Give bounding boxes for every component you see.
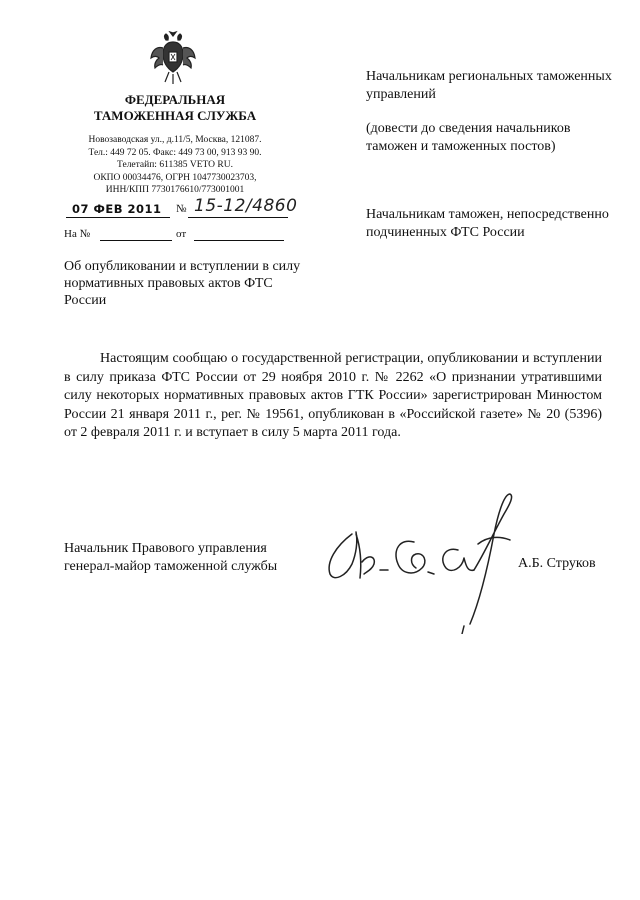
recipient-group-1: Начальникам региональных таможенных управлений	[366, 69, 612, 102]
date-underline	[66, 217, 170, 218]
signatory-name: А.Б. Струков	[518, 556, 596, 571]
letter-body	[64, 350, 602, 443]
registration-number: 15-12/4860	[194, 196, 298, 216]
body-paragraph: Настоящим сообщаю о государственной регистрации, опубликовании и вступлении в силу приказа ФТС России от 29 ноября 2010 г. № 2262 «О признании утратившими силу некоторых нормативных правовых актов ГТК России» зарегистрирован Минюстом России 21 января 2011 г., рег. № 19561, опубликован в «Российской газете» № 20 (5396) от 2 февраля 2011 г. и вступает в силу 5 марта 2011 года.	[64, 351, 602, 440]
sender-teletype: Телетайп: 611385 VETO RU.	[117, 160, 233, 170]
sender-okpo-ogrn: ОКПО 00034476, ОГРН 1047730023703,	[93, 172, 257, 183]
org-name-line1: ФЕДЕРАЛЬНАЯ	[124, 92, 226, 107]
reference-date-label: от	[176, 228, 187, 240]
sender-address: Новозаводская ул., д.11/5, Москва, 121087.	[88, 135, 262, 145]
handwritten-signature	[318, 484, 528, 634]
recipient-group-1-note: (довести до сведения начальников таможен и таможенных постов)	[366, 121, 571, 154]
sender-inn-kpp: ИНН/КПП 7730176610/773001001	[105, 185, 245, 195]
sender-contacts	[70, 134, 280, 197]
sender-org-name	[80, 92, 270, 124]
sender-phone-fax: Тел.: 449 72 05. Факс: 449 73 00, 913 93 90.	[88, 147, 262, 158]
letter-subject: Об опубликовании и вступлении в силу нормативных правовых актов ФТС России	[64, 259, 301, 308]
reference-row	[64, 228, 294, 248]
double-headed-eagle-icon	[150, 30, 196, 86]
reference-date-blank	[194, 240, 284, 241]
signatory-title-line1: Начальник Правового управления	[64, 541, 267, 556]
registration-date: 07 ФЕВ 2011	[72, 202, 162, 216]
reference-number-blank	[100, 240, 172, 241]
number-underline	[188, 217, 288, 218]
signatory-title-line2: генерал-майор таможенной службы	[64, 559, 278, 574]
recipient-group-2: Начальникам таможен, непосредственно подчиненных ФТС России	[366, 207, 609, 240]
registration-number-label: №	[176, 203, 187, 215]
org-name-line2: ТАМОЖЕННАЯ СЛУЖБА	[93, 108, 257, 123]
signatory-title	[64, 540, 334, 576]
reference-number-label: На №	[64, 228, 91, 240]
registration-row	[64, 196, 298, 222]
